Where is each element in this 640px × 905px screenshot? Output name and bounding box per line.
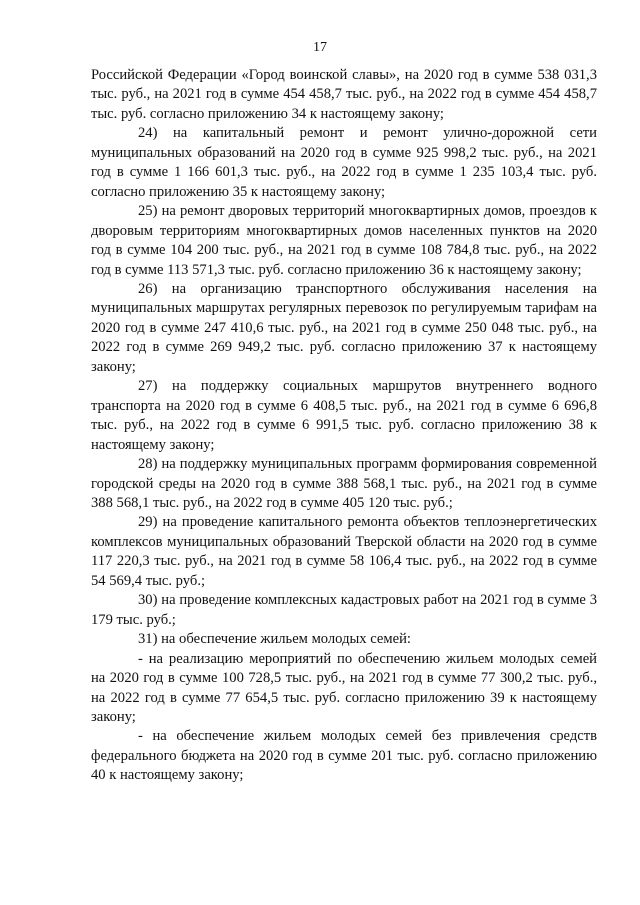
paragraph-subitem-young-families: - на реализацию мероприятий по обеспечению жильем молодых семей на 2020 год в сумме 100 728,5 тыс. руб., на 2021 год в сумме 77 300,2 тыс. руб., на 2022 год в сумме 77 654,5 тыс. руб. согласно приложению 39 к настоящему закону;: [91, 650, 597, 725]
paragraph-item-30: 30) на проведение комплексных кадастровых работ на 2021 год в сумме 3 179 тыс. руб.;: [91, 592, 597, 628]
paragraph-continuation: Российской Федерации «Город воинской славы», на 2020 год в сумме 538 031,3 тыс. руб., на 2021 год в сумме 454 458,7 тыс. руб., на 2022 год в сумме 454 458,7 тыс. руб. согласно приложению 34 к настоящему закону;: [91, 67, 597, 122]
page-number: 17: [313, 40, 327, 55]
paragraph-subitem-no-federal-funds: - на обеспечение жильем молодых семей без привлечения средств федерального бюджета на 2020 год в сумме 201 тыс. руб. согласно приложению 40 к настоящему закону;: [91, 728, 597, 784]
paragraph-item-24: 24) на капитальный ремонт и ремонт улично-дорожной сети муниципальных образований на 2020 год в сумме 925 998,2 тыс. руб., на 2021 год в сумме 1 166 601,3 тыс. руб., на 2022 год в сумме 1 235 103,4 тыс. руб. согласно приложению 35 к настоящему закону;: [91, 125, 597, 200]
paragraph-item-27: 27) на поддержку социальных маршрутов внутреннего водного транспорта на 2020 год в сумме 6 408,5 тыс. руб., на 2021 год в сумме 6 696,8 тыс. руб., на 2022 год в сумме 6 991,5 тыс. руб. согласно приложению 38 к настоящему закону;: [91, 378, 597, 453]
paragraph-item-25: 25) на ремонт дворовых территорий многоквартирных домов, проездов к дворовым территориям многоквартирных домов населенных пунктов на 2020 год в сумме 104 200 тыс. руб., на 2021 год в сумме 108 784,8 тыс. руб., на 2022 год в сумме 113 571,3 тыс. руб. согласно приложению 36 к настоящему закону;: [91, 203, 597, 278]
paragraph-item-26: 26) на организацию транспортного обслуживания населения на муниципальных маршрутах регулярных перевозок по регулируемым тарифам на 2020 год в сумме 247 410,6 тыс. руб., на 2021 год в сумме 250 048 тыс. руб., на 2022 год в сумме 269 949,2 тыс. руб. согласно приложению 37 к настоящему закону;: [91, 280, 597, 375]
paragraph-item-28: 28) на поддержку муниципальных программ формирования современной городской среды на 2020 год в сумме 388 568,1 тыс. руб., на 2021 год в сумме 388 568,1 тыс. руб., на 2022 год в сумме 405 120 тыс. руб.;: [91, 456, 597, 511]
document-body: [91, 66, 597, 786]
paragraph-item-31: 31) на обеспечение жильем молодых семей:: [138, 631, 411, 648]
paragraph-item-29: 29) на проведение капитального ремонта объектов теплоэнергетических комплексов муниципальных образований Тверской области на 2020 год в сумме 117 220,3 тыс. руб., на 2021 год в сумме 58 106,4 тыс. руб., на 2022 год в сумме 54 569,4 тыс. руб.;: [91, 514, 597, 589]
